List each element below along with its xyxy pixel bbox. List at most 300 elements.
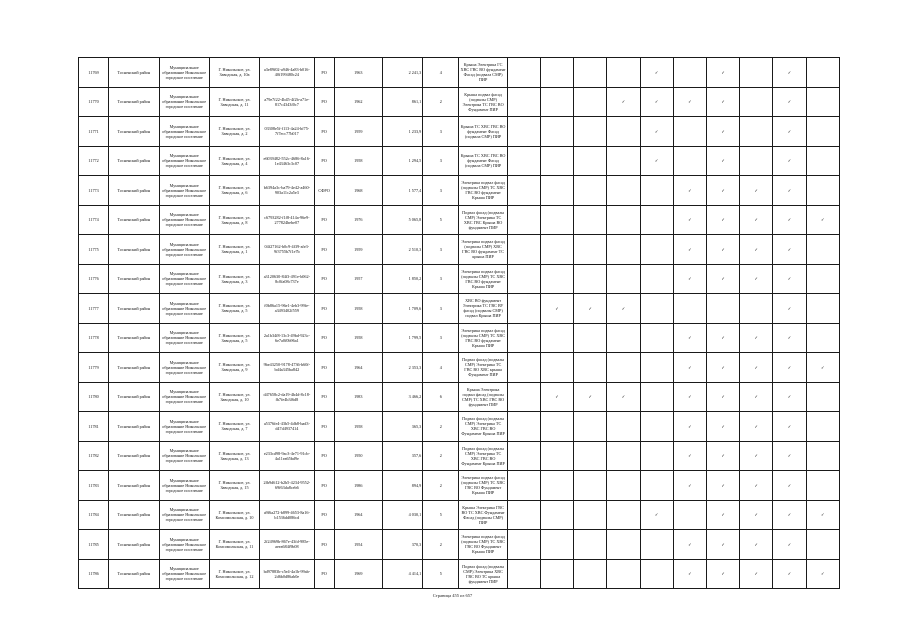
check-icon: ✓ <box>673 87 706 117</box>
row-id-cell: 11786 <box>79 559 109 589</box>
check-icon: ✓ <box>607 382 640 412</box>
build-year-cell: 1958 <box>334 323 382 353</box>
fias-code-cell: a9f6a272-b899-4653-8a16-b1536dd086cd <box>260 500 314 530</box>
check-icon: ✓ <box>673 382 706 412</box>
empty-check-cell <box>607 559 640 589</box>
empty-check-cell <box>507 294 540 324</box>
check-icon: ✓ <box>740 235 773 265</box>
check-icon: ✓ <box>673 353 706 383</box>
empty-check-cell <box>540 176 573 206</box>
address-cell: Г. Никольское, ул. Заводская, д. 15 <box>209 471 259 501</box>
empty-check-cell <box>806 294 839 324</box>
empty-check-cell <box>507 471 540 501</box>
total-area-cell: 1 294,5 <box>382 146 422 176</box>
table-row <box>79 264 840 294</box>
empty-check-cell <box>607 235 640 265</box>
ownership-type-cell: РО <box>314 235 334 265</box>
check-icon: ✓ <box>740 176 773 206</box>
empty-check-cell <box>607 412 640 442</box>
work-list-cell: Крыша подвал фасад (подвалы СМР) Электрика ТС ГВС ВО Фундамент ПИР <box>459 87 507 117</box>
build-year-cell: 1976 <box>334 205 382 235</box>
check-icon: ✓ <box>740 530 773 560</box>
empty-check-cell <box>540 530 573 560</box>
empty-check-cell <box>806 323 839 353</box>
build-year-cell: 1983 <box>334 382 382 412</box>
table-row <box>79 382 840 412</box>
work-list-cell: Электрика подвал фасад (подвалы СМР) ХВС ГВС ВО фундамент ТС крыша ПИР <box>459 235 507 265</box>
check-icon: ✓ <box>740 353 773 383</box>
ownership-type-cell: РО <box>314 441 334 471</box>
empty-check-cell <box>540 412 573 442</box>
row-id-cell: 11769 <box>79 58 109 88</box>
address-cell: Г. Никольское, ул. Заводская, д. 3 <box>209 264 259 294</box>
empty-check-cell <box>507 235 540 265</box>
check-icon: ✓ <box>673 471 706 501</box>
empty-check-cell <box>540 323 573 353</box>
empty-check-cell <box>673 117 706 147</box>
empty-check-cell <box>740 294 773 324</box>
ownership-type-cell: РО <box>314 530 334 560</box>
check-icon: ✓ <box>607 87 640 117</box>
district-cell: Тосненский район <box>109 412 159 442</box>
build-year-cell: 1954 <box>334 530 382 560</box>
build-year-cell: 1958 <box>334 294 382 324</box>
table-row <box>79 353 840 383</box>
empty-check-cell <box>507 441 540 471</box>
build-year-cell: 1950 <box>334 441 382 471</box>
check-icon: ✓ <box>640 87 673 117</box>
empty-check-cell <box>806 146 839 176</box>
fias-code-cell: 2a1b34f8-13c3-49bd-923c-6e7a0f0b96a1 <box>260 323 314 353</box>
empty-check-cell <box>540 500 573 530</box>
empty-check-cell <box>607 323 640 353</box>
row-id-cell: 11770 <box>79 87 109 117</box>
fias-code-cell: a3e89f02-a946-4a83-b016-40f199480c24 <box>260 58 314 88</box>
check-icon: ✓ <box>740 559 773 589</box>
district-cell: Тосненский район <box>109 146 159 176</box>
fias-code-cell: b6394a3c-ba79-4e42-a460-903a11c2a5e3 <box>260 176 314 206</box>
empty-check-cell <box>507 530 540 560</box>
total-area-cell: 2 510,3 <box>382 235 422 265</box>
row-id-cell: 11783 <box>79 471 109 501</box>
check-icon: ✓ <box>574 294 607 324</box>
check-icon: ✓ <box>706 559 739 589</box>
empty-check-cell <box>574 500 607 530</box>
ownership-type-cell: РО <box>314 559 334 589</box>
empty-check-cell <box>574 412 607 442</box>
build-year-cell: 1962 <box>334 87 382 117</box>
check-icon: ✓ <box>673 176 706 206</box>
check-icon: ✓ <box>540 382 573 412</box>
empty-check-cell <box>706 294 739 324</box>
check-icon: ✓ <box>706 353 739 383</box>
ownership-type-cell: РО <box>314 58 334 88</box>
floors-cell: 3 <box>423 323 459 353</box>
build-year-cell: 1968 <box>334 176 382 206</box>
work-list-cell: Электрика подвал фасад (подвалы СМР) ТС ХВС ГВС ВО Фундамент Крыша ПИР <box>459 471 507 501</box>
empty-check-cell <box>806 87 839 117</box>
owner-cell: Муниципальное образование Никольское городское поселение <box>159 559 209 589</box>
empty-check-cell <box>673 500 706 530</box>
empty-check-cell <box>507 264 540 294</box>
total-area-cell: 1 799,5 <box>382 323 422 353</box>
ownership-type-cell: РО <box>314 500 334 530</box>
empty-check-cell <box>640 176 673 206</box>
empty-check-cell <box>507 117 540 147</box>
empty-check-cell <box>640 205 673 235</box>
empty-check-cell <box>806 412 839 442</box>
district-cell: Тосненский район <box>109 176 159 206</box>
work-list-cell: Подвал фасад (подвалы СМР) Электрика ТС ХВС ГВС Крыша ВО фундамент ПИР <box>459 205 507 235</box>
district-cell: Тосненский район <box>109 500 159 530</box>
district-cell: Тосненский район <box>109 323 159 353</box>
work-list-cell: Крыша ТС ХВС ГВС ВО фундамент Фасад (подвала СМР) ПИР <box>459 146 507 176</box>
owner-cell: Муниципальное образование Никольское городское поселение <box>159 294 209 324</box>
row-id-cell: 11773 <box>79 176 109 206</box>
total-area-cell: 1 709,6 <box>382 294 422 324</box>
floors-cell: 2 <box>423 412 459 442</box>
address-cell: Г. Никольское, ул. Заводская, д. 2 <box>209 117 259 147</box>
total-area-cell: 3 466,2 <box>382 382 422 412</box>
capital-repair-table <box>78 57 840 589</box>
work-list-cell: ХВС ВО фундамент Электрика ТС ГВС ВУ фасад (подвалы СМР) подвал Крыша ПИР <box>459 294 507 324</box>
empty-check-cell <box>540 441 573 471</box>
check-icon: ✓ <box>673 412 706 442</box>
work-list-cell: Крыша Электрика ГС ХВС ГВС ВО фундамент Фасад (подвала СМР) ПИР <box>459 58 507 88</box>
check-icon: ✓ <box>773 559 806 589</box>
floors-cell: 2 <box>423 471 459 501</box>
empty-check-cell <box>540 87 573 117</box>
empty-check-cell <box>640 235 673 265</box>
build-year-cell: 1986 <box>334 471 382 501</box>
empty-check-cell <box>806 382 839 412</box>
page-footer: Страница 455 из 657 <box>432 593 473 598</box>
empty-check-cell <box>574 353 607 383</box>
address-cell: Г. Никольское, ул. Заводская, д. 13 <box>209 441 259 471</box>
fias-code-cell: d47658c2-da19-4b4d-8c18-fb7fe4b3f6d8 <box>260 382 314 412</box>
check-icon: ✓ <box>673 441 706 471</box>
check-icon: ✓ <box>706 117 739 147</box>
total-area-cell: 357,6 <box>382 441 422 471</box>
total-area-cell: 365,3 <box>382 412 422 442</box>
empty-check-cell <box>607 500 640 530</box>
district-cell: Тосненский район <box>109 205 159 235</box>
empty-check-cell <box>574 530 607 560</box>
fias-code-cell: f0b86a15-96e1-4eb3-99fe-a3493402f559 <box>260 294 314 324</box>
empty-check-cell <box>540 264 573 294</box>
check-icon: ✓ <box>773 471 806 501</box>
empty-check-cell <box>507 87 540 117</box>
ownership-type-cell: РО <box>314 471 334 501</box>
work-list-cell: Подвал фасад (подвалы СМР) Электрика ТС ХВС ГВС ВО Фундамент Крыша ПИР <box>459 441 507 471</box>
row-id-cell: 11776 <box>79 264 109 294</box>
check-icon: ✓ <box>607 294 640 324</box>
empty-check-cell <box>507 382 540 412</box>
empty-check-cell <box>806 58 839 88</box>
check-icon: ✓ <box>706 323 739 353</box>
district-cell: Тосненский район <box>109 353 159 383</box>
district-cell: Тосненский район <box>109 530 159 560</box>
ownership-type-cell: РО <box>314 412 334 442</box>
empty-check-cell <box>574 146 607 176</box>
empty-check-cell <box>574 176 607 206</box>
check-icon: ✓ <box>673 205 706 235</box>
address-cell: Г. Никольское, ул. Комсомольская, д. 11 <box>209 530 259 560</box>
empty-check-cell <box>806 264 839 294</box>
total-area-cell: 4 414,1 <box>382 559 422 589</box>
table-row <box>79 441 840 471</box>
empty-check-cell <box>540 205 573 235</box>
fias-code-cell: a79e7f22-4b45-4f2b-a71e-817c4343f0c7 <box>260 87 314 117</box>
work-list-cell: Электрика подвал фасад (подвалы СМР) ТС ХВС ГВС ВО фундамент Крыша ПИР <box>459 176 507 206</box>
floors-cell: 5 <box>423 559 459 589</box>
empty-check-cell <box>507 353 540 383</box>
row-id-cell: 11771 <box>79 117 109 147</box>
floors-cell: 4 <box>423 353 459 383</box>
check-icon: ✓ <box>740 471 773 501</box>
empty-check-cell <box>574 323 607 353</box>
table-row <box>79 559 840 589</box>
empty-check-cell <box>607 264 640 294</box>
empty-check-cell <box>640 353 673 383</box>
check-icon: ✓ <box>806 205 839 235</box>
empty-check-cell <box>574 235 607 265</box>
empty-check-cell <box>607 117 640 147</box>
address-cell: Г. Никольское, ул. Заводская, д. 10а <box>209 58 259 88</box>
owner-cell: Муниципальное образование Никольское городское поселение <box>159 205 209 235</box>
build-year-cell: 1959 <box>334 117 382 147</box>
build-year-cell: 1958 <box>334 146 382 176</box>
check-icon: ✓ <box>773 58 806 88</box>
check-icon: ✓ <box>706 264 739 294</box>
work-list-cell: Электрика подвал фасад (подвалы СМР) ТС ХВС ГВС ВО фундамент Крыша ПИР <box>459 264 507 294</box>
empty-check-cell <box>574 264 607 294</box>
check-icon: ✓ <box>773 176 806 206</box>
empty-check-cell <box>740 117 773 147</box>
empty-check-cell <box>806 117 839 147</box>
check-icon: ✓ <box>706 176 739 206</box>
ownership-type-cell: РО <box>314 146 334 176</box>
address-cell: Г. Никольское, ул. Заводская, д. 8 <box>209 205 259 235</box>
build-year-cell: 1963 <box>334 58 382 88</box>
owner-cell: Муниципальное образование Никольское городское поселение <box>159 353 209 383</box>
empty-check-cell <box>540 559 573 589</box>
table-row <box>79 235 840 265</box>
check-icon: ✓ <box>806 353 839 383</box>
district-cell: Тосненский район <box>109 294 159 324</box>
row-id-cell: 11778 <box>79 323 109 353</box>
table-row <box>79 87 840 117</box>
owner-cell: Муниципальное образование Никольское городское поселение <box>159 500 209 530</box>
empty-check-cell <box>540 235 573 265</box>
empty-check-cell <box>574 471 607 501</box>
empty-check-cell <box>640 530 673 560</box>
work-list-cell: Электрика подвал фасад (подвалы СМР) ТС ХВС ГВС ВО Фундамент Крыша ПИР <box>459 530 507 560</box>
check-icon: ✓ <box>673 323 706 353</box>
address-cell: Г. Никольское, ул. Комсомольская, д. 10 <box>209 500 259 530</box>
floors-cell: 3 <box>423 235 459 265</box>
check-icon: ✓ <box>673 235 706 265</box>
check-icon: ✓ <box>640 58 673 88</box>
work-list-cell: Крыша Электрика подвал фасад (подвалы СМР) ТС ХВС ГВС ВО фундамент ПИР <box>459 382 507 412</box>
empty-check-cell <box>507 205 540 235</box>
district-cell: Тосненский район <box>109 382 159 412</box>
empty-check-cell <box>607 441 640 471</box>
owner-cell: Муниципальное образование Никольское городское поселение <box>159 235 209 265</box>
check-icon: ✓ <box>773 235 806 265</box>
check-icon: ✓ <box>773 412 806 442</box>
build-year-cell: 1964 <box>334 500 382 530</box>
row-id-cell: 11780 <box>79 382 109 412</box>
empty-check-cell <box>574 205 607 235</box>
empty-check-cell <box>607 205 640 235</box>
floors-cell: 5 <box>423 205 459 235</box>
floors-cell: 3 <box>423 176 459 206</box>
check-icon: ✓ <box>773 441 806 471</box>
address-cell: Г. Никольское, ул. Заводская, д. 1 <box>209 235 259 265</box>
fias-code-cell: 9be43250-9178-4736-b60f-bd4a345ba842 <box>260 353 314 383</box>
table-row <box>79 146 840 176</box>
fias-code-cell: bd97883b-c5e4-4a1b-99ab-2d6b0d86ab0e <box>260 559 314 589</box>
floors-cell: 4 <box>423 58 459 88</box>
check-icon: ✓ <box>740 500 773 530</box>
total-area-cell: 2 353,3 <box>382 353 422 383</box>
check-icon: ✓ <box>773 87 806 117</box>
table-row <box>79 294 840 324</box>
check-icon: ✓ <box>706 530 739 560</box>
table-row <box>79 205 840 235</box>
table-row <box>79 323 840 353</box>
empty-check-cell <box>640 264 673 294</box>
district-cell: Тосненский район <box>109 559 159 589</box>
total-area-cell: 1 577,4 <box>382 176 422 206</box>
table-row <box>79 176 840 206</box>
check-icon: ✓ <box>806 500 839 530</box>
check-icon: ✓ <box>640 500 673 530</box>
table-body <box>79 58 840 589</box>
check-icon: ✓ <box>773 353 806 383</box>
total-area-cell: 2 241,3 <box>382 58 422 88</box>
total-area-cell: 861,1 <box>382 87 422 117</box>
ownership-type-cell: РО <box>314 87 334 117</box>
empty-check-cell <box>574 58 607 88</box>
fias-code-cell: e6039482-552c-4686-8a16-1e43463c3c07 <box>260 146 314 176</box>
build-year-cell: 1959 <box>334 235 382 265</box>
check-icon: ✓ <box>706 146 739 176</box>
empty-check-cell <box>507 323 540 353</box>
ownership-type-cell: РО <box>314 264 334 294</box>
build-year-cell: 1957 <box>334 264 382 294</box>
owner-cell: Муниципальное образование Никольское городское поселение <box>159 441 209 471</box>
check-icon: ✓ <box>706 441 739 471</box>
check-icon: ✓ <box>740 205 773 235</box>
ownership-type-cell: РО <box>314 294 334 324</box>
empty-check-cell <box>607 530 640 560</box>
empty-check-cell <box>806 530 839 560</box>
total-area-cell: 4 030,1 <box>382 500 422 530</box>
empty-check-cell <box>507 176 540 206</box>
check-icon: ✓ <box>773 294 806 324</box>
owner-cell: Муниципальное образование Никольское городское поселение <box>159 87 209 117</box>
total-area-cell: 5 065,8 <box>382 205 422 235</box>
ownership-type-cell: РО <box>314 205 334 235</box>
check-icon: ✓ <box>640 117 673 147</box>
floors-cell: 3 <box>423 146 459 176</box>
check-icon: ✓ <box>773 117 806 147</box>
check-icon: ✓ <box>773 382 806 412</box>
empty-check-cell <box>507 500 540 530</box>
owner-cell: Муниципальное образование Никольское городское поселение <box>159 382 209 412</box>
empty-check-cell <box>640 441 673 471</box>
district-cell: Тосненский район <box>109 441 159 471</box>
row-id-cell: 11777 <box>79 294 109 324</box>
empty-check-cell <box>574 441 607 471</box>
district-cell: Тосненский район <box>109 264 159 294</box>
empty-check-cell <box>806 176 839 206</box>
check-icon: ✓ <box>773 205 806 235</box>
owner-cell: Муниципальное образование Никольское городское поселение <box>159 412 209 442</box>
empty-check-cell <box>574 117 607 147</box>
empty-check-cell <box>507 412 540 442</box>
owner-cell: Муниципальное образование Никольское городское поселение <box>159 117 209 147</box>
check-icon: ✓ <box>740 441 773 471</box>
check-icon: ✓ <box>706 412 739 442</box>
work-list-cell: Электрика подвал фасад (подвалы СМР) ТС ХВС ГВС ВО фундамент Крыша ПИР <box>459 323 507 353</box>
empty-check-cell <box>607 58 640 88</box>
empty-check-cell <box>640 323 673 353</box>
row-id-cell: 11774 <box>79 205 109 235</box>
address-cell: Г. Никольское, ул. Комсомольская, д. 12 <box>209 559 259 589</box>
ownership-type-cell: РО <box>314 117 334 147</box>
check-icon: ✓ <box>740 382 773 412</box>
empty-check-cell <box>540 117 573 147</box>
work-list-cell: Подвал фасад (подвалы СМР) Электрика ХВС ГВС ВО ТС крыша фундамент ПИР <box>459 559 507 589</box>
floors-cell: 3 <box>423 117 459 147</box>
fias-code-cell: a5376fe4-43b5-4db8-bad3-d47d4937414 <box>260 412 314 442</box>
empty-check-cell <box>607 146 640 176</box>
total-area-cell: 370,3 <box>382 530 422 560</box>
empty-check-cell <box>507 146 540 176</box>
fias-code-cell: 2f24969b-867e-43fd-985e-aeea684f9b08 <box>260 530 314 560</box>
empty-check-cell <box>640 294 673 324</box>
work-list-cell: Крыша ТС ХВС ГВС ВО фундамент Фасад (подвала СМР) ПИР <box>459 117 507 147</box>
total-area-cell: 1 850,2 <box>382 264 422 294</box>
address-cell: Г. Никольское, ул. Заводская, д. 5 <box>209 323 259 353</box>
table-row <box>79 471 840 501</box>
address-cell: Г. Никольское, ул. Заводская, д. 6 <box>209 176 259 206</box>
check-icon: ✓ <box>773 530 806 560</box>
total-area-cell: 894,9 <box>382 471 422 501</box>
empty-check-cell <box>806 441 839 471</box>
check-icon: ✓ <box>706 382 739 412</box>
empty-check-cell <box>607 471 640 501</box>
owner-cell: Муниципальное образование Никольское городское поселение <box>159 471 209 501</box>
check-icon: ✓ <box>706 87 739 117</box>
empty-check-cell <box>673 146 706 176</box>
empty-check-cell <box>640 471 673 501</box>
address-cell: Г. Никольское, ул. Заводская, д. 10 <box>209 382 259 412</box>
empty-check-cell <box>607 176 640 206</box>
fias-code-cell: 04f27162-b0c9-4f39-afe3-9f3755b7f1e7b <box>260 235 314 265</box>
empty-check-cell <box>740 87 773 117</box>
owner-cell: Муниципальное образование Никольское городское поселение <box>159 146 209 176</box>
fias-code-cell: 2fb9d612-b2b5-4234-9552-69f63da8ceb6 <box>260 471 314 501</box>
empty-check-cell <box>507 58 540 88</box>
empty-check-cell <box>574 87 607 117</box>
fias-code-cell: 03308e5f-f113-4a24-bf75-7f7ecc77b017 <box>260 117 314 147</box>
floors-cell: 3 <box>423 264 459 294</box>
work-list-cell: Крыша Электрика ГВС ВО ТС ХВС Фундамент Фасад (подвалы СМР) ПИР <box>459 500 507 530</box>
